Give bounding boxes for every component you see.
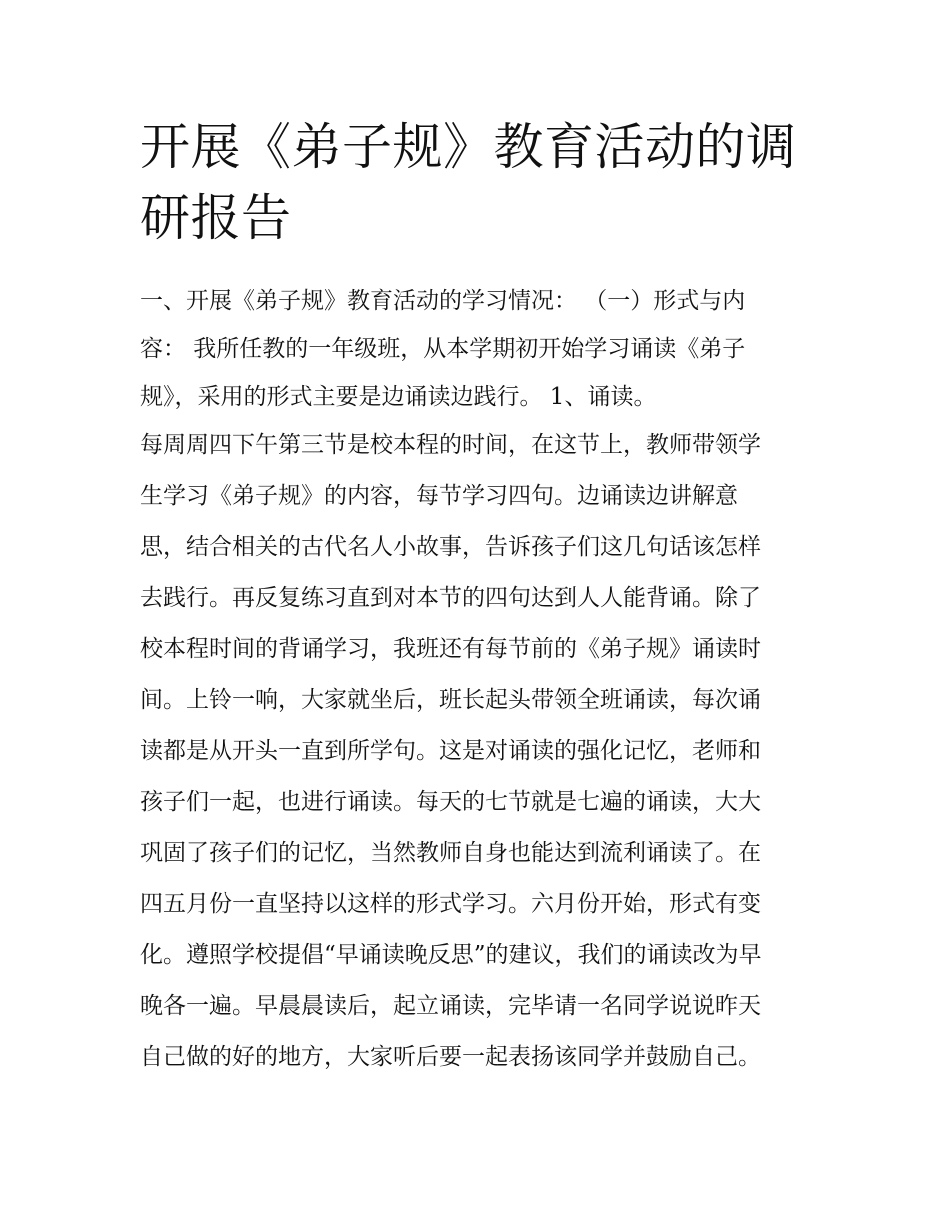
body-line: 生学习《弟子规》的内容，每节学习四句。边诵读边讲解意 (140, 483, 738, 509)
body-line: 巩固了孩子们的记忆，当然教师自身也能达到流利诵读了。在 (140, 840, 761, 866)
body-line: 校本程时间的背诵学习，我班还有每节前的《弟子规》诵读时 (140, 636, 761, 662)
title-line: 研报告 (140, 189, 292, 247)
body-line: 去践行。再反复练习直到对本节的四句达到人人能背诵。除了 (140, 585, 761, 611)
body-line: 晚各一遍。早晨晨读后，起立诵读，完毕请一名同学说说昨天 (140, 993, 761, 1019)
document-title (140, 112, 820, 254)
body-line: 化。遵照学校提倡“早诵读晚反思”的建议，我们的诵读改为早 (140, 942, 762, 968)
body-line: 规》，采用的形式主要是边诵读边践行。 1、诵读。 (140, 384, 657, 410)
body-line: 间。上铃一响，大家就坐后，班长起头带领全班诵读，每次诵 (140, 687, 761, 713)
body-line: 孩子们一起，也进行诵读。每天的七节就是七遍的诵读，大大 (140, 789, 761, 815)
body-line: 四五月份一直坚持以这样的形式学习。六月份开始，形式有变 (140, 891, 761, 917)
body-line: 思，结合相关的古代名人小故事，告诉孩子们这几句话该怎样 (140, 534, 761, 560)
body-line: 一、开展《弟子规》教育活动的学习情况： （一）形式与内 (140, 288, 746, 314)
body-line: 每周周四下午第三节是校本程的时间，在这节上，教师带领学 (140, 432, 761, 458)
body-line: 自己做的好的地方，大家听后要一起表扬该同学并鼓励自己。 (140, 1044, 761, 1070)
body-line: 容： 我所任教的一年级班，从本学期初开始学习诵读《弟子 (140, 336, 746, 362)
title-line: 开展《弟子规》教育活动的调 (140, 118, 797, 176)
document-body (140, 281, 830, 1088)
body-line: 读都是从开头一直到所学句。这是对诵读的强化记忆，老师和 (140, 738, 761, 764)
